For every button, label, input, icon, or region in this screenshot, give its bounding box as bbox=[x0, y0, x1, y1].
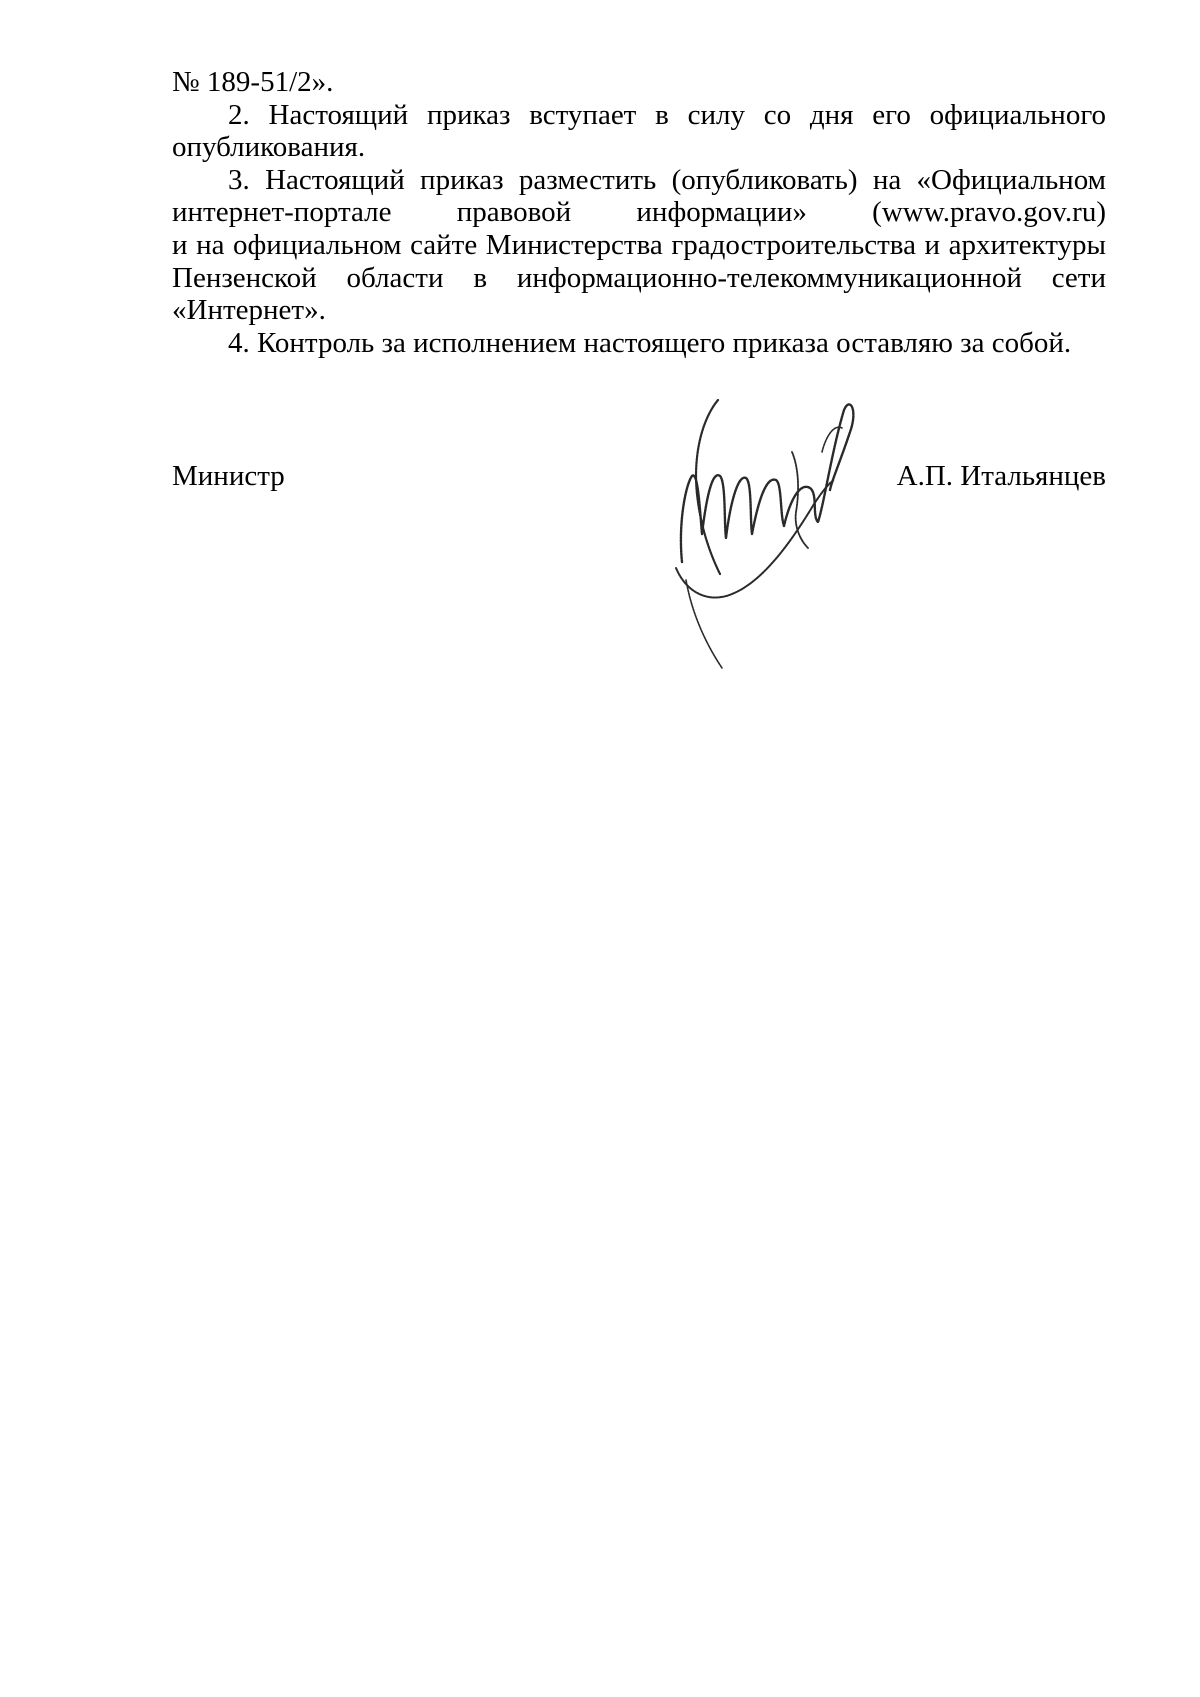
clause-3-part-2: и на официальном сайте Министерства градостроительства и архитектуры Пензенской области в информационно-телекоммуникационной сети «Интернет». bbox=[172, 228, 1106, 327]
clause-2: 2. Настоящий приказ вступает в силу со дня его официального опубликования. bbox=[172, 98, 1106, 164]
signature-stroke-tail bbox=[686, 580, 722, 668]
clause-3-part-1: 3. Настоящий приказ разместить (опубликовать) на «Официальном интернет-портале правовой информации» (www.pravo.gov.ru) bbox=[172, 163, 1106, 229]
clause-4: 4. Контроль за исполнением настоящего приказа оставляю за собой. bbox=[228, 326, 1072, 359]
signatory-name: А.П. Итальянцев bbox=[896, 460, 1106, 492]
document-body bbox=[172, 66, 1106, 359]
signatory-position: Министр bbox=[172, 460, 285, 492]
signature-stroke-loop bbox=[696, 400, 720, 574]
reference-continuation: № 189-51/2». bbox=[172, 66, 334, 98]
handwritten-signature bbox=[672, 392, 872, 670]
